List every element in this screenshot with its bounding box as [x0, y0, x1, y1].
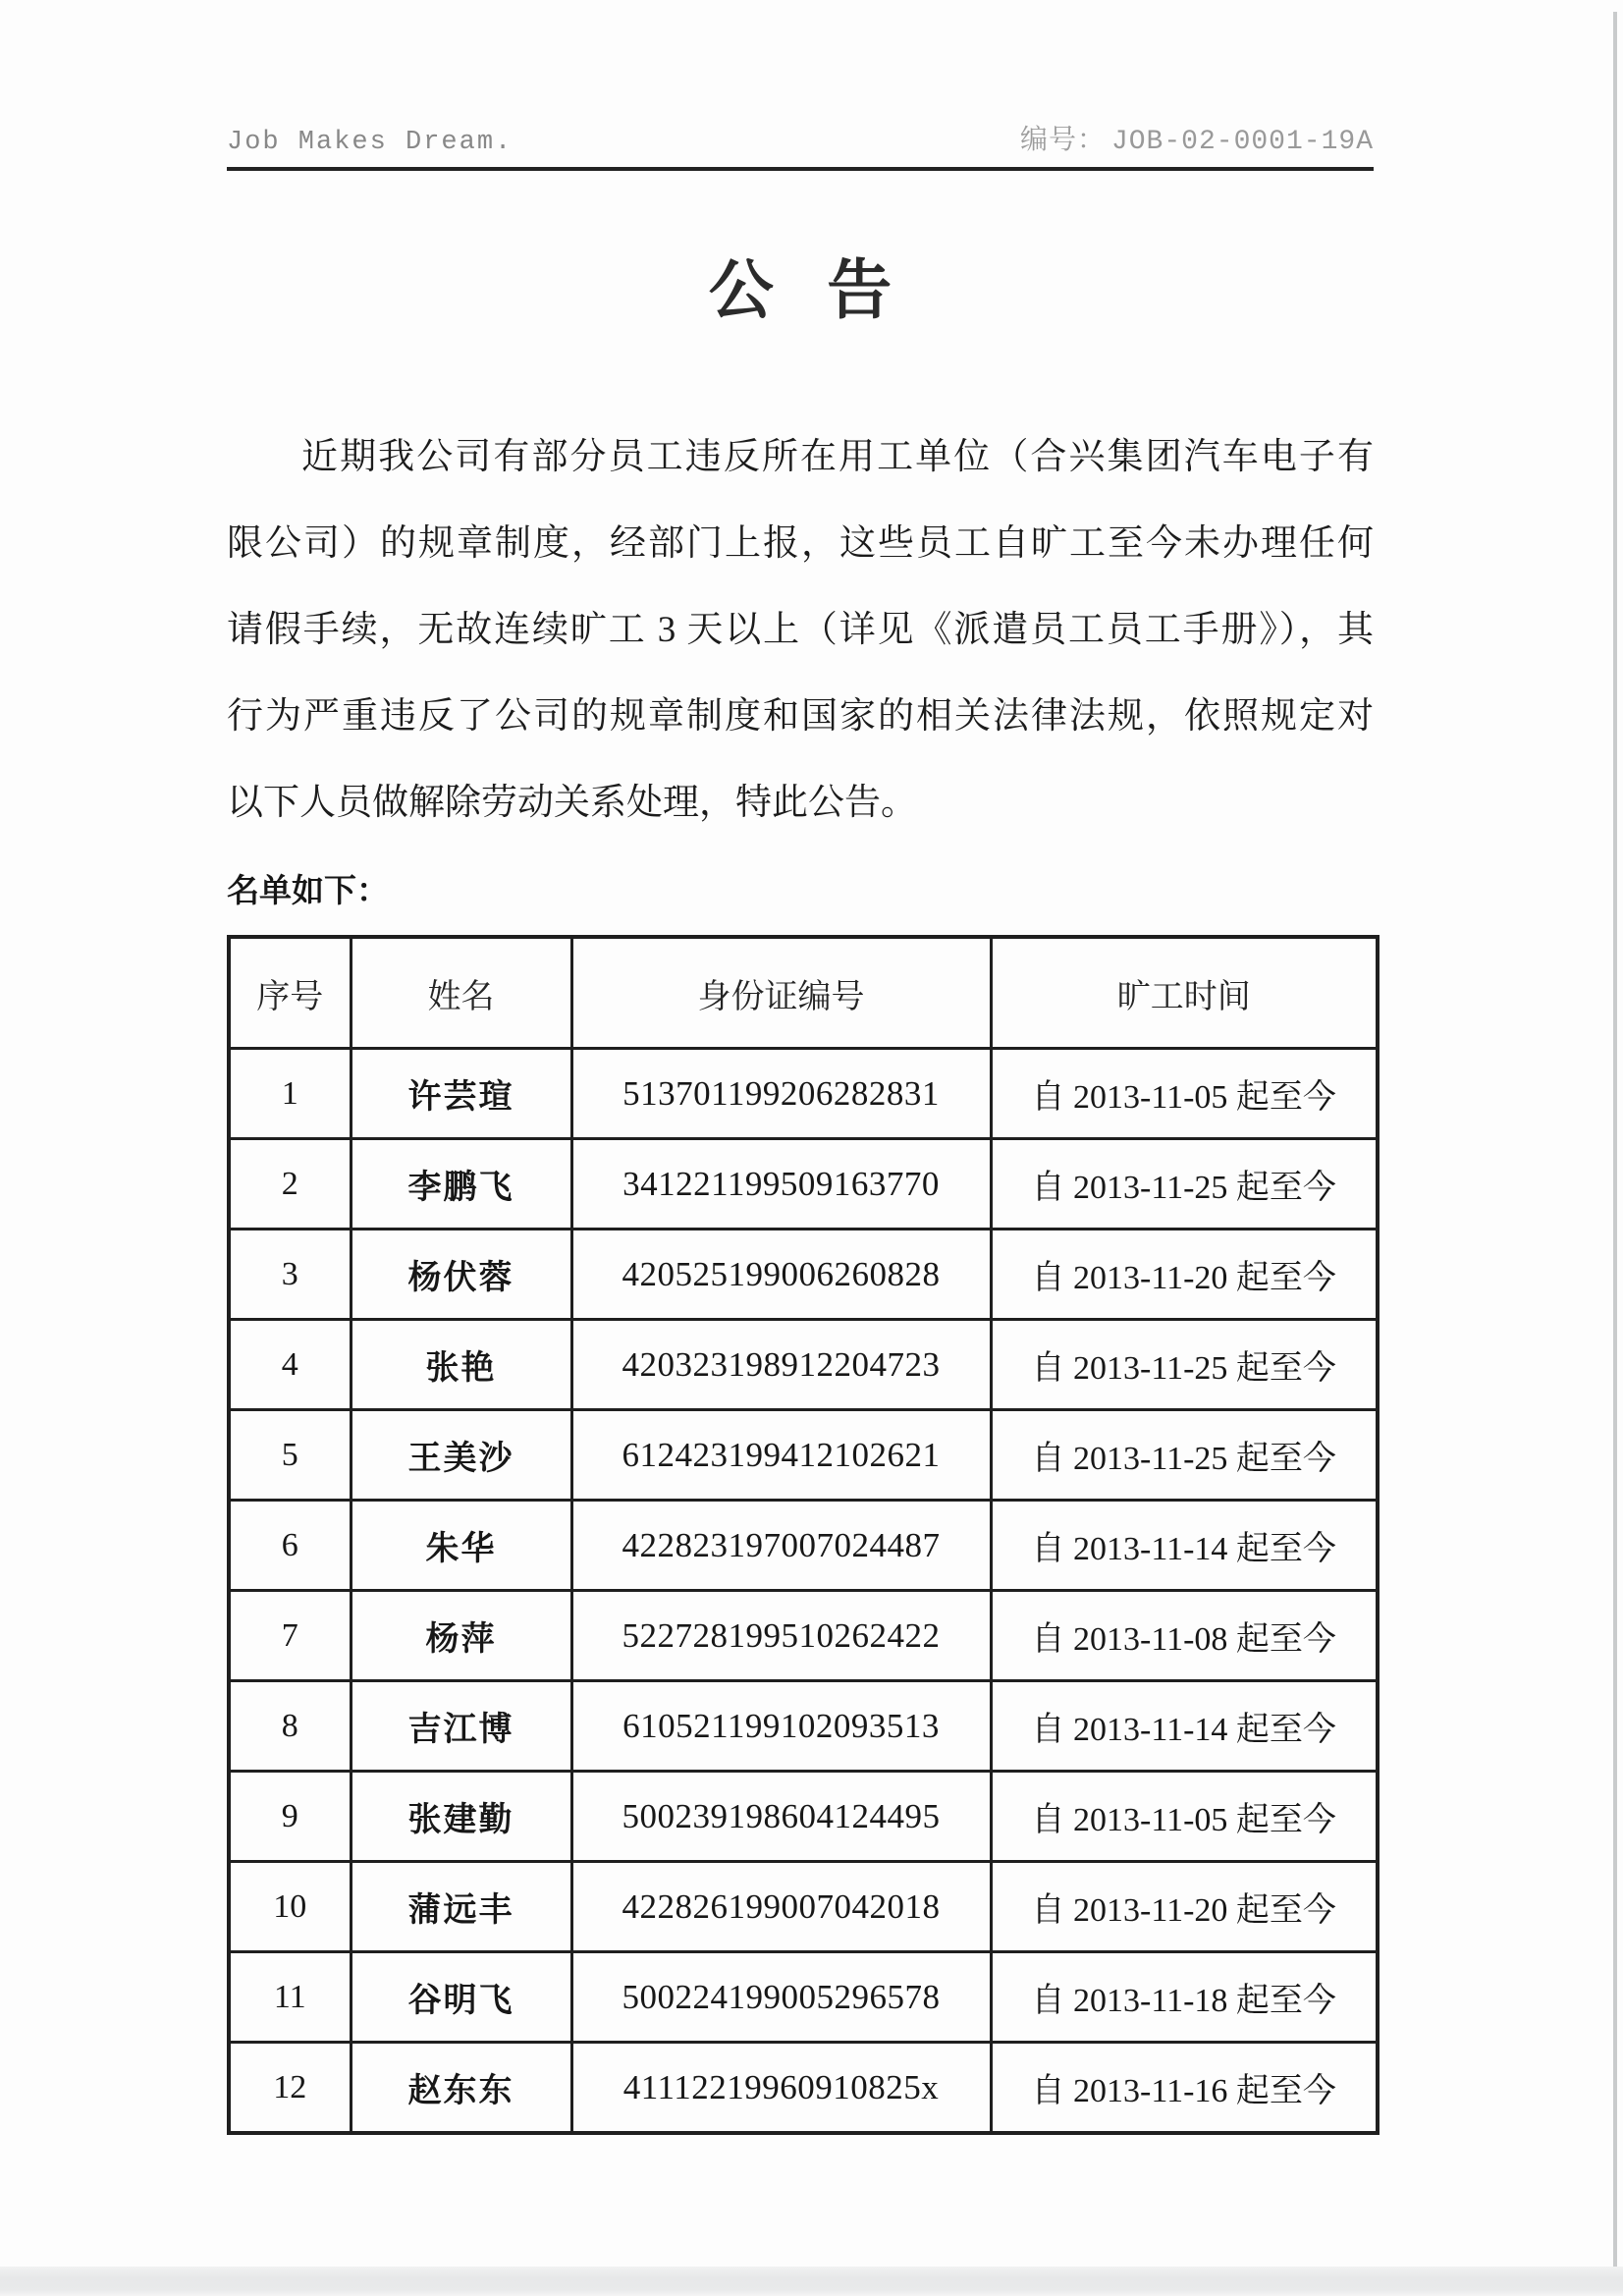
bottom-scan-band — [0, 2267, 1623, 2296]
cell-serial: 1 — [229, 1049, 351, 1139]
cell-absence-period: 自 2013-11-16 起至今 — [991, 2043, 1378, 2134]
table-row — [229, 1320, 1378, 1410]
table-body — [229, 1049, 1378, 2134]
cell-id-number: 420525199006260828 — [571, 1230, 991, 1320]
cell-serial: 3 — [229, 1230, 351, 1320]
cell-id-number: 513701199206282831 — [571, 1049, 991, 1139]
cell-name: 许芸瑄 — [351, 1049, 571, 1139]
cell-absence-period: 自 2013-11-08 起至今 — [991, 1591, 1378, 1681]
table-row — [229, 1139, 1378, 1230]
cell-id-number: 500224199005296578 — [571, 1952, 991, 2043]
cell-name: 赵东东 — [351, 2043, 571, 2134]
cell-absence-period: 自 2013-11-05 起至今 — [991, 1049, 1378, 1139]
cell-serial: 7 — [229, 1591, 351, 1681]
cell-serial: 6 — [229, 1501, 351, 1591]
cell-name: 杨萍 — [351, 1591, 571, 1681]
notice-table — [227, 935, 1380, 2135]
table-row — [229, 1862, 1378, 1952]
cell-absence-period: 自 2013-11-20 起至今 — [991, 1862, 1378, 1952]
paragraph-line: 请假手续，无故连续旷工 3 天以上（详见《派遣员工员工手册》），其 — [227, 610, 1374, 650]
cell-id-number: 420323198912204723 — [571, 1320, 991, 1410]
cell-id-number: 500239198604124495 — [571, 1772, 991, 1862]
cell-absence-period: 自 2013-11-18 起至今 — [991, 1952, 1378, 2043]
cell-absence-period: 自 2013-11-25 起至今 — [991, 1410, 1378, 1501]
cell-absence-period: 自 2013-11-05 起至今 — [991, 1772, 1378, 1862]
page-edge-shadow — [1613, 12, 1617, 2276]
table-row — [229, 1772, 1378, 1862]
cell-name: 蒲远丰 — [351, 1862, 571, 1952]
table-row — [229, 1952, 1378, 2043]
cell-name: 谷明飞 — [351, 1952, 571, 2043]
page-header — [227, 0, 1374, 171]
cell-serial: 8 — [229, 1681, 351, 1772]
cell-serial: 5 — [229, 1410, 351, 1501]
cell-serial: 10 — [229, 1862, 351, 1952]
cell-name: 李鹏飞 — [351, 1139, 571, 1230]
paragraph-line: 限公司）的规章制度，经部门上报，这些员工自旷工至今未办理任何 — [227, 523, 1374, 564]
cell-id-number: 422823197007024487 — [571, 1501, 991, 1591]
cell-absence-period: 自 2013-11-14 起至今 — [991, 1681, 1378, 1772]
cell-id-number: 41112219960910825x — [571, 2043, 991, 2134]
cell-serial: 2 — [229, 1139, 351, 1230]
paragraph-line: 近期我公司有部分员工违反所在用工单位（合兴集团汽车电子有 — [301, 437, 1374, 477]
page-title: 公 告 — [708, 255, 893, 327]
table-row — [229, 1049, 1378, 1139]
header-slogan: Job Makes Dream. — [227, 128, 514, 157]
cell-absence-period: 自 2013-11-25 起至今 — [991, 1320, 1378, 1410]
cell-name: 张艳 — [351, 1320, 571, 1410]
cell-serial: 4 — [229, 1320, 351, 1410]
cell-id-number: 522728199510262422 — [571, 1591, 991, 1681]
cell-name: 吉江博 — [351, 1681, 571, 1772]
cell-name: 杨伏蓉 — [351, 1230, 571, 1320]
cell-absence-period: 自 2013-11-25 起至今 — [991, 1139, 1378, 1230]
cell-id-number: 610521199102093513 — [571, 1681, 991, 1772]
cell-name: 王美沙 — [351, 1410, 571, 1501]
notice-paragraph — [227, 414, 1374, 847]
doc-number — [1020, 118, 1374, 157]
table-row — [229, 1230, 1378, 1320]
table-row — [229, 1501, 1378, 1591]
cell-name: 张建勤 — [351, 1772, 571, 1862]
paragraph-line: 行为严重违反了公司的规章制度和国家的相关法律法规，依照规定对 — [227, 696, 1374, 737]
cell-name: 朱华 — [351, 1501, 571, 1591]
cell-serial: 11 — [229, 1952, 351, 2043]
table-row — [229, 2043, 1378, 2134]
cell-absence-period: 自 2013-11-20 起至今 — [991, 1230, 1378, 1320]
col-header-absence-period: 旷工时间 — [991, 937, 1378, 1049]
cell-id-number: 612423199412102621 — [571, 1410, 991, 1501]
col-header-id-number: 身份证编号 — [571, 937, 991, 1049]
doc-number-value: JOB-02-0001-19A — [1110, 127, 1374, 157]
cell-serial: 12 — [229, 2043, 351, 2134]
page-content — [227, 0, 1374, 2135]
list-label: 名单如下： — [227, 874, 389, 909]
col-header-name: 姓名 — [351, 937, 571, 1049]
table-row — [229, 1681, 1378, 1772]
col-header-serial: 序号 — [229, 937, 351, 1049]
cell-absence-period: 自 2013-11-14 起至今 — [991, 1501, 1378, 1591]
table-header-row — [229, 937, 1378, 1049]
paragraph-line: 以下人员做解除劳动关系处理，特此公告。 — [227, 783, 917, 823]
table-row — [229, 1591, 1378, 1681]
table-row — [229, 1410, 1378, 1501]
cell-id-number: 341221199509163770 — [571, 1139, 991, 1230]
cell-serial: 9 — [229, 1772, 351, 1862]
cell-id-number: 422826199007042018 — [571, 1862, 991, 1952]
doc-number-label: 编号： — [1019, 125, 1106, 155]
